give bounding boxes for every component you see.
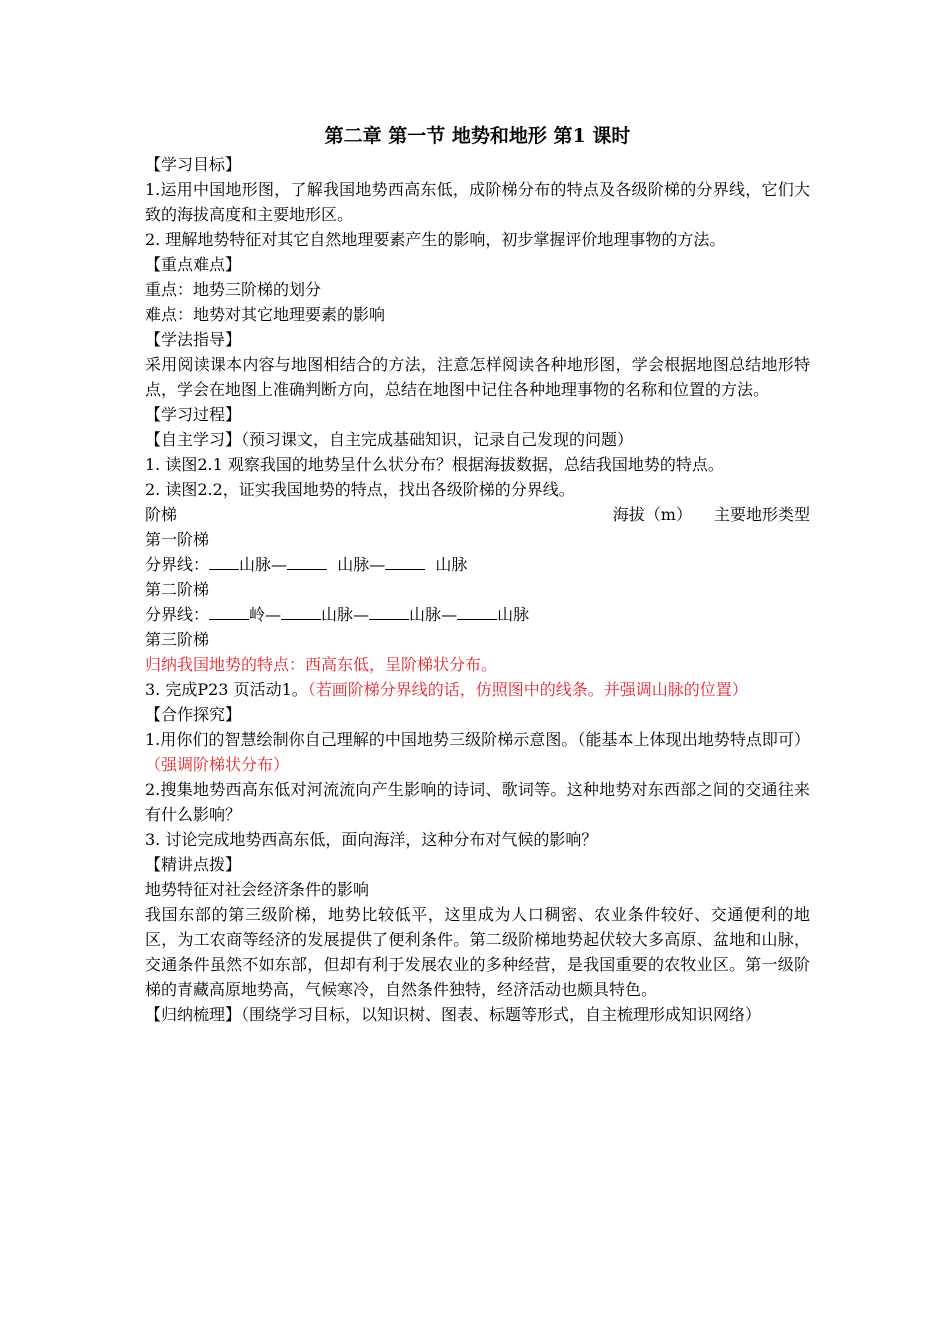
blank-field[interactable] xyxy=(287,554,327,570)
summary-red: 归纳我国地势的特点：西高东低，呈阶梯状分布。 xyxy=(145,655,498,674)
step-2: 第二阶梯 xyxy=(145,580,210,599)
lecture-text: 我国东部的第三级阶梯，地势比较低平，这里成为人口稠密、农业条件较好、交通便利的地区，为工农商等经济的发展提供了便利条件。第二级阶梯地势起伏较大多高原、盆地和山脉，交通条件虽然不如东部，但却有利于发展农业的多种经营，是我国重要的农牧业区。第一级阶梯的青藏高原地势高，气候寒冷，自然条件独特，经济活动也颇具特色。 xyxy=(145,905,810,999)
blank-field[interactable] xyxy=(385,554,425,570)
method-heading: 【学法指导】 xyxy=(145,330,242,349)
coop-heading: 【合作探究】 xyxy=(145,705,242,724)
summary-heading: 【归纳梳理】（围绕学习目标，以知识树、图表、标题等形式，自主梳理形成知识网络） xyxy=(145,1005,762,1024)
page-title: 第二章 第一节 地势和地形 第1 课时 xyxy=(324,125,631,147)
key-point: 重点：地势三阶梯的划分 xyxy=(145,280,322,299)
lecture-subheading: 地势特征对社会经济条件的影响 xyxy=(145,880,370,899)
blank-field[interactable] xyxy=(457,604,497,620)
difficulty: 难点：地势对其它地理要素的影响 xyxy=(145,305,386,324)
objective-1: 1.运用中国地形图，了解我国地势西高东低，成阶梯分布的特点及各级阶梯的分界线，它们大致的海拔高度和主要地形区。 xyxy=(145,180,810,224)
self-study-heading: 【自主学习】（预习课文，自主完成基础知识，记录自己发现的问题） xyxy=(145,430,634,449)
question-3: 3. 完成P23 页活动1。（若画阶梯分界线的话，仿照图中的线条。并强调山脉的位置） xyxy=(145,680,748,699)
blank-field[interactable] xyxy=(209,554,239,570)
objectives-heading: 【学习目标】 xyxy=(145,155,242,174)
coop-2: 2.搜集地势西高东低对河流流向产生影响的诗词、歌词等。这种地势对东西部之间的交通往来有什么影响？ xyxy=(145,780,810,824)
blank-field[interactable] xyxy=(209,604,249,620)
blank-field[interactable] xyxy=(369,604,409,620)
process-heading: 【学习过程】 xyxy=(145,405,242,424)
blank-field[interactable] xyxy=(281,604,321,620)
coop-1: 1.用你们的智慧绘制你自己理解的中国地势三级阶梯示意图。（能基本上体现出地势特点即可）（强调阶梯状分布） xyxy=(145,730,810,774)
step-1: 第一阶梯 xyxy=(145,530,210,549)
document-page xyxy=(145,120,810,1027)
table-col-landform: 主要地形类型 xyxy=(713,505,810,524)
boundary-2: 分界线： 岭— 山脉— 山脉— 山脉 xyxy=(145,605,530,624)
key-heading: 【重点难点】 xyxy=(145,255,242,274)
step-3: 第三阶梯 xyxy=(145,630,210,649)
question-2: 2. 读图2.2，证实我国地势的特点，找出各级阶梯的分界线。 xyxy=(145,480,575,499)
boundary-1: 分界线： 山脉— 山脉— 山脉 xyxy=(145,555,468,574)
coop-3: 3. 讨论完成地势西高东低，面向海洋，这种分布对气候的影响？ xyxy=(145,830,598,849)
objective-2: 2. 理解地势特征对其它自然地理要素产生的影响，初步掌握评价地理事物的方法。 xyxy=(145,230,726,249)
question-1: 1. 读图2.1 观察我国的地势呈什么状分布？根据海拔数据，总结我国地势的特点。 xyxy=(145,455,724,474)
table-col-step: 阶梯 xyxy=(145,505,178,524)
table-col-altitude: 海拔（m） xyxy=(612,505,692,524)
lecture-heading: 【精讲点拨】 xyxy=(145,855,242,874)
method-text: 采用阅读课本内容与地图相结合的方法，注意怎样阅读各种地形图，学会根据地图总结地形特点，学会在地图上准确判断方向，总结在地图中记住各种地理事物的名称和位置的方法。 xyxy=(145,355,810,399)
table-header-row xyxy=(145,502,810,527)
